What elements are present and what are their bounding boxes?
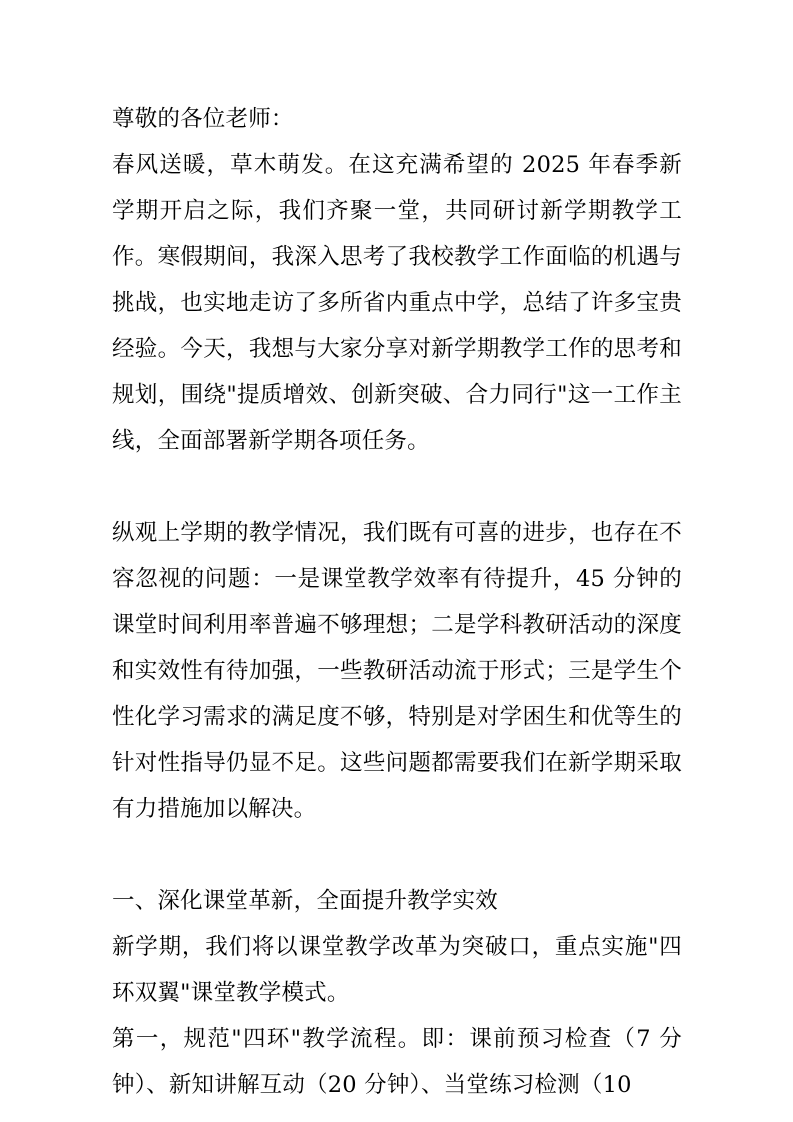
paragraph-spacer	[112, 464, 682, 510]
paragraph-section-one-point-one: 第一，规范"四环"教学流程。即：课前预习检查（7 分钟）、新知讲解互动（20 分钟）、当堂练习检测（10	[112, 1026, 682, 1098]
paragraph-salutation: 尊敬的各位老师：	[112, 106, 294, 132]
paragraph-review: 纵观上学期的教学情况，我们既有可喜的进步，也存在不容忽视的问题：一是课堂教学效率有待提升，45 分钟的课堂时间利用率普遍不够理想；二是学科教研活动的深度和实效性有待加强，一些教研活动流于形式；三是学生个性化学习需求的满足度不够，特别是对学困生和优等生的针对性指导仍显不足。这些问题都需要我们在新学期采取有力措施加以解决。	[112, 520, 682, 822]
document-body	[112, 96, 682, 1108]
paragraph-opening: 春风送暖，草木萌发。在这充满希望的 2025 年春季新学期开启之际，我们齐聚一堂，共同研讨新学期教学工作。寒假期间，我深入思考了我校教学工作面临的机遇与挑战，也实地走访了多所省内重点中学，总结了许多宝贵经验。今天，我想与大家分享对新学期教学工作的思考和规划，围绕"提质增效、创新突破、合力同行"这一工作主线，全面部署新学期各项任务。	[112, 152, 682, 454]
paragraph-spacer	[112, 832, 682, 878]
paragraph-section-one-intro: 新学期，我们将以课堂教学改革为突破口，重点实施"四环双翼"课堂教学模式。	[112, 934, 682, 1006]
heading-section-one: 一、深化课堂革新，全面提升教学实效	[112, 888, 498, 914]
